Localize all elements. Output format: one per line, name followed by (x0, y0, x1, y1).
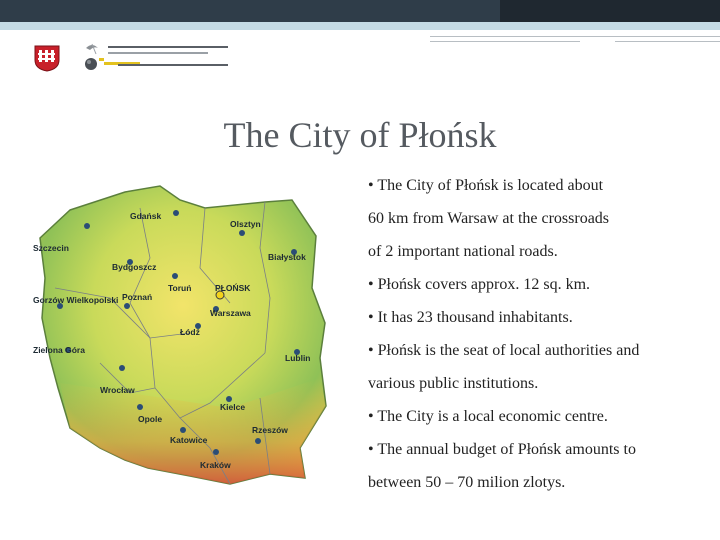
body-line: • The City is a local economic centre. (368, 408, 608, 425)
map-label-zielona-gora: Zielona Góra (33, 345, 85, 355)
body-line: • It has 23 thousand inhabitants. (368, 309, 573, 326)
map-label-kielce: Kielce (220, 402, 246, 412)
map-label-rzeszow: Rzeszów (252, 425, 288, 435)
body-line: • Płońsk is the seat of local authorities and (368, 342, 640, 359)
body-line: between 50 – 70 milion zlotys. (368, 474, 566, 491)
map-label-warszawa: Warszawa (210, 308, 251, 318)
map-label-wroclaw: Wrocław (100, 385, 135, 395)
map-label-krakow: Kraków (200, 460, 231, 470)
body-line: • The annual budget of Płońsk amounts to (368, 441, 636, 458)
map-label-bialystok: Białystok (268, 252, 306, 262)
map-label-bydgoszcz: Bydgoszcz (112, 262, 157, 272)
body-line: of 2 important national roads. (368, 243, 558, 260)
map-label-plonsk: PŁOŃSK (215, 283, 251, 293)
poland-map (30, 178, 330, 496)
map-label-katowice: Katowice (170, 435, 208, 445)
map-label-gdansk: Gdańsk (130, 211, 162, 221)
map-label-szczecin: Szczecin (33, 243, 69, 253)
body-line: various public institutions. (368, 375, 539, 392)
decorative-lines (430, 36, 720, 48)
slide-title: The City of Płońsk (223, 115, 497, 155)
map-label-olsztyn: Olsztyn (230, 219, 261, 229)
body-line: 60 km from Warsaw at the crossroads (368, 210, 610, 227)
map-label-poznan: Poznań (122, 292, 153, 302)
map-label-torun: Toruń (168, 283, 192, 293)
body-line: • The City of Płońsk is located about (368, 177, 604, 194)
association-logo (82, 40, 232, 76)
map-label-lodz: Łódź (180, 327, 200, 337)
header-stripe (0, 22, 720, 30)
body-line: • Płońsk covers approx. 12 sq. km. (368, 276, 591, 293)
map-label-gorzow: Gorzów Wielkopolski (33, 295, 119, 305)
map-label-lublin: Lublin (285, 353, 311, 363)
map-label-opole: Opole (138, 414, 163, 424)
city-crest-logo (33, 44, 61, 72)
header-bar-accent (500, 0, 720, 22)
slide-body (368, 176, 698, 506)
